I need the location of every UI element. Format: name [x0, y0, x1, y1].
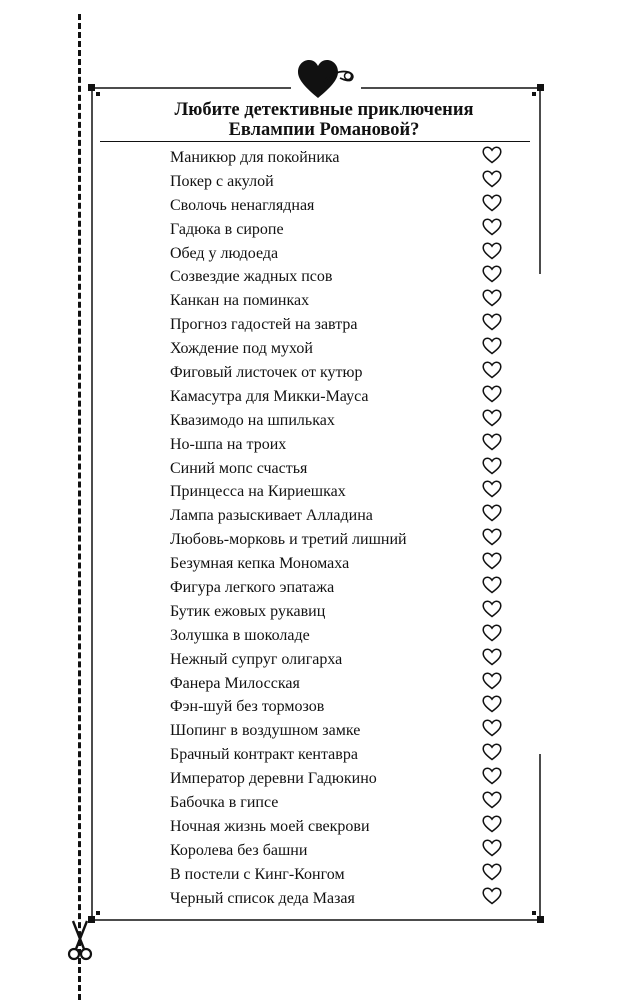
- book-title: Квазимодо на шпильках: [170, 411, 335, 429]
- title-divider: [100, 141, 530, 142]
- heart-outline-icon[interactable]: [482, 357, 502, 381]
- book-title: Прогноз гадостей на завтра: [170, 316, 358, 334]
- book-title: Нежный супруг олигарха: [170, 650, 343, 668]
- book-list: [170, 146, 510, 911]
- heart-outline-icon[interactable]: [482, 763, 502, 787]
- book-title: Гадюка в сиропе: [170, 220, 284, 238]
- heart-outline-icon[interactable]: [482, 715, 502, 739]
- page-title: [126, 100, 522, 140]
- book-title: Бабочка в гипсе: [170, 794, 279, 812]
- book-title: Созвездие жадных псов: [170, 268, 333, 286]
- book-title: В постели с Кинг-Конгом: [170, 865, 345, 883]
- book-title: Шопинг в воздушном замке: [170, 722, 361, 740]
- heart-outline-icon[interactable]: [482, 429, 502, 453]
- heart-outline-icon[interactable]: [482, 572, 502, 596]
- heart-outline-icon[interactable]: [482, 524, 502, 548]
- heart-outline-icon[interactable]: [482, 261, 502, 285]
- book-title: Бутик ежовых рукавиц: [170, 602, 326, 620]
- book-title: Черный список деда Мазая: [170, 889, 355, 907]
- book-title: Королева без башни: [170, 841, 308, 859]
- heart-outline-icon[interactable]: [482, 333, 502, 357]
- book-title: Канкан на поминках: [170, 292, 310, 310]
- heart-outline-icon[interactable]: [482, 548, 502, 572]
- heart-outline-icon[interactable]: [482, 787, 502, 811]
- heart-outline-icon[interactable]: [482, 739, 502, 763]
- heart-outline-icon[interactable]: [482, 285, 502, 309]
- book-title: Лампа разыскивает Алладина: [170, 507, 373, 525]
- book-title: Принцесса на Кириешках: [170, 483, 346, 501]
- heart-outline-icon[interactable]: [482, 381, 502, 405]
- book-title: Ночная жизнь моей свекрови: [170, 817, 370, 835]
- heart-outline-icon[interactable]: [482, 142, 502, 166]
- book-title: Обед у людоеда: [170, 244, 279, 262]
- heart-pin-icon: [296, 58, 356, 102]
- heart-outline-icon[interactable]: [482, 500, 502, 524]
- heart-outline-icon[interactable]: [482, 214, 502, 238]
- book-title: Фэн-шуй без тормозов: [170, 698, 325, 716]
- heart-outline-icon[interactable]: [482, 668, 502, 692]
- book-title: Фиговый листочек от кутюр: [170, 364, 363, 382]
- title-line-2: Евлампии Романовой?: [228, 120, 420, 140]
- heart-outline-icon[interactable]: [482, 835, 502, 859]
- book-title: Камасутра для Микки-Мауса: [170, 387, 369, 405]
- book-title: Фигура легкого эпатажа: [170, 579, 335, 597]
- book-title: Хождение под мухой: [170, 340, 313, 358]
- book-title: Брачный контракт кентавра: [170, 746, 358, 764]
- heart-outline-icon[interactable]: [482, 453, 502, 477]
- heart-outline-icon[interactable]: [482, 644, 502, 668]
- book-title: Фанера Милосская: [170, 674, 300, 692]
- heart-outline-icon[interactable]: [482, 405, 502, 429]
- heart-outline-icon[interactable]: [482, 859, 502, 883]
- heart-outline-icon[interactable]: [482, 620, 502, 644]
- book-title: Император деревни Гадюкино: [170, 770, 377, 788]
- title-line-1: Любите детективные приключения: [174, 100, 474, 120]
- book-title: Синий мопс счастья: [170, 459, 308, 477]
- book-title: Маникюр для покойника: [170, 149, 340, 166]
- book-title: Любовь-морковь и третий лишний: [170, 531, 407, 549]
- heart-outline-icon[interactable]: [482, 811, 502, 835]
- book-title: Безумная кепка Мономаха: [170, 555, 350, 573]
- heart-outline-icon[interactable]: [482, 596, 502, 620]
- heart-outline-icon[interactable]: [482, 166, 502, 190]
- heart-outline-icon[interactable]: [482, 309, 502, 333]
- cut-line: [78, 14, 81, 1000]
- scissors-icon: [66, 918, 94, 962]
- heart-outline-icon[interactable]: [482, 691, 502, 715]
- heart-outline-icon[interactable]: [482, 883, 502, 907]
- book-title: Покер с акулой: [170, 172, 274, 190]
- heart-outline-icon[interactable]: [482, 238, 502, 262]
- heart-outline-icon[interactable]: [482, 476, 502, 500]
- heart-checkbox-column: [482, 142, 506, 907]
- book-title: Но-шпа на троих: [170, 435, 287, 453]
- book-list-card: [86, 84, 546, 924]
- book-title: Золушка в шоколаде: [170, 626, 310, 644]
- book-title: Сволочь ненаглядная: [170, 196, 315, 214]
- heart-outline-icon[interactable]: [482, 190, 502, 214]
